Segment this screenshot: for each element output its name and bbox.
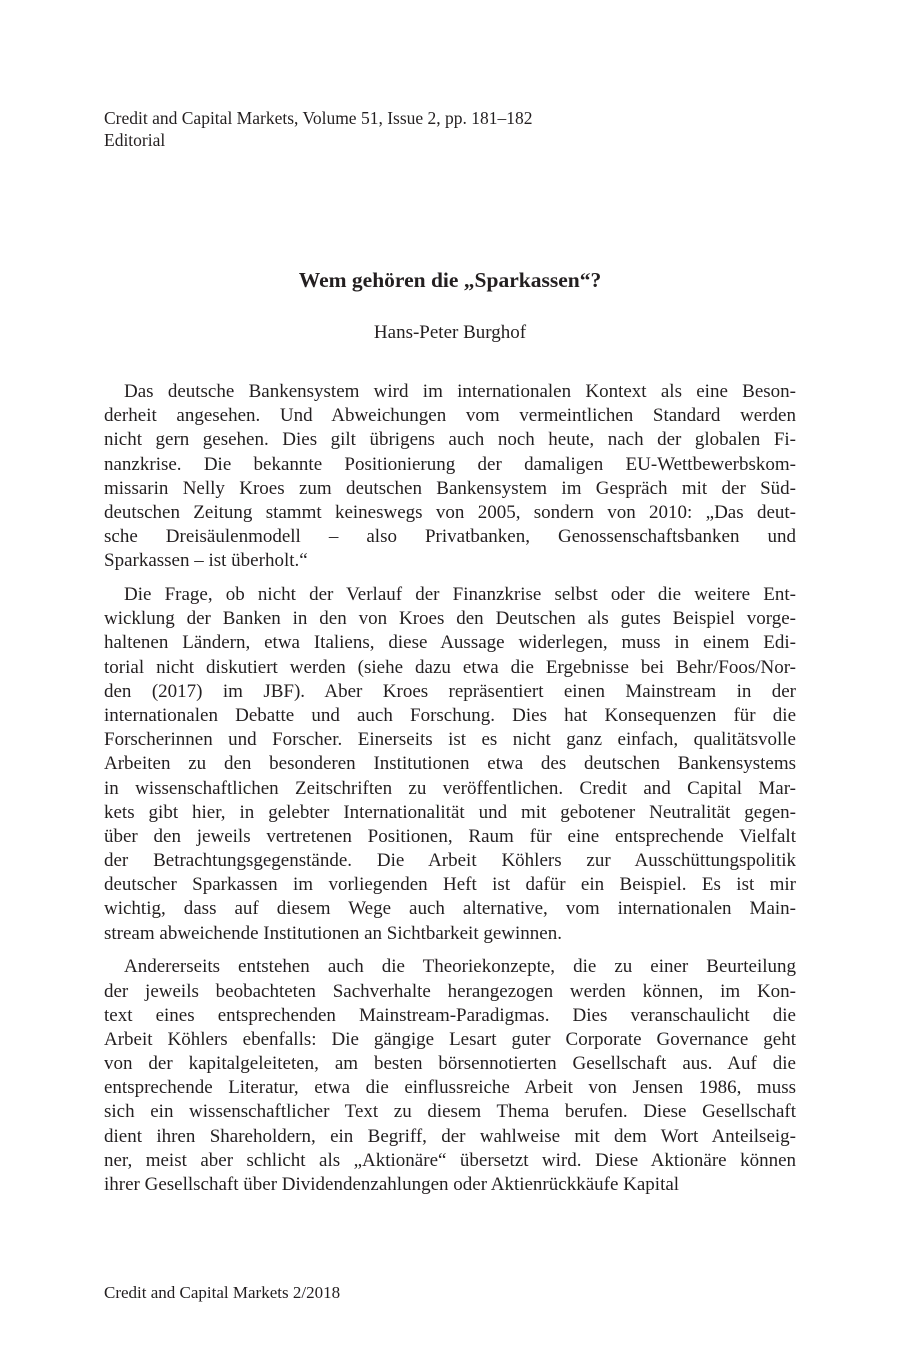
text-line: der jeweils beobachteten Sachverhalte herangezogen werden können, im Kon- (104, 980, 796, 1002)
text-line: deutschen Zeitung stammt keineswegs von 2005, sondern von 2010: „Das deut- (104, 501, 796, 523)
text-line: torial nicht diskutiert werden (siehe dazu etwa die Ergebnisse bei Behr/Foos/Nor- (104, 656, 796, 678)
text-line: Arbeiten zu den besonderen Institutionen etwa des deutschen Bankensystems (104, 753, 796, 775)
text-line: den (2017) im JBF). Aber Kroes repräsentiert einen Mainstream in der (104, 680, 796, 702)
text-line: in wissenschaftlichen Zeitschriften zu veröffentlichen. Credit and Capital Mar- (104, 777, 796, 799)
text-line: ihrer Gesellschaft über Dividendenzahlungen oder Aktienrückkäufe Kapital (104, 1174, 680, 1195)
text-line: haltenen Ländern, etwa Italiens, diese Aussage widerlegen, muss in einem Edi- (104, 632, 796, 654)
text-line: nanzkrise. Die bekannte Positionierung der damaligen EU-Wettbewerbskom- (104, 453, 796, 475)
text-line: deutscher Sparkassen im vorliegenden Heft ist dafür ein Beispiel. Es ist mir (104, 874, 796, 896)
page-footer: Credit and Capital Markets 2/2018 (104, 1283, 341, 1302)
text-line: entsprechende Literatur, etwa die einflussreiche Arbeit von Jensen 1986, muss (104, 1077, 796, 1099)
text-line: sche Dreisäulenmodell – also Privatbanken, Genossenschaftsbanken und (104, 526, 796, 548)
text-line: über den jeweils vertretenen Positionen, Raum für eine entsprechende Vielfalt (104, 825, 796, 847)
text-line: nicht gern gesehen. Dies gilt übrigens auch noch heute, nach der globalen Fi- (104, 429, 796, 451)
text-line: kets gibt hier, in gelebter Internationalität und mit gebotener Neutralität gegen- (104, 801, 796, 823)
text-line: von der kapitalgeleiteten, am besten börsennotierten Gesellschaft aus. Auf die (104, 1053, 796, 1075)
text-line: wichtig, dass auf diesem Wege auch alternative, vom internationalen Main- (104, 898, 796, 920)
text-line: Andererseits entstehen auch die Theoriekonzepte, die zu einer Beurteilung (124, 956, 796, 978)
text-line: ner, meist aber schlicht als „Aktionäre“ übersetzt wird. Diese Aktionäre können (104, 1149, 796, 1171)
running-header (104, 107, 533, 151)
text-line: Forscherinnen und Forscher. Einerseits ist es nicht ganz einfach, qualitätsvolle (104, 729, 796, 751)
text-line: Die Frage, ob nicht der Verlauf der Finanzkrise selbst oder die weitere Ent- (124, 584, 796, 605)
text-line: derheit angesehen. Und Abweichungen vom vermeintlichen Standard werden (104, 405, 796, 427)
text-line: text eines entsprechenden Mainstream-Paradigmas. Dies veranschaulicht die (104, 1004, 796, 1026)
text-line: missarin Nelly Kroes zum deutschen Bankensystem im Gespräch mit der Süd- (104, 477, 796, 499)
article-author: Hans-Peter Burghof (373, 322, 527, 343)
text-line: der Betrachtungsgegenstände. Die Arbeit Köhlers zur Ausschüttungspolitik (104, 850, 796, 872)
journal-citation: Credit and Capital Markets, Volume 51, Issue 2, pp. 181–182 (104, 108, 533, 128)
text-line: wicklung der Banken in den von Kroes den Deutschen als gutes Beispiel vorge- (104, 608, 796, 630)
text-line: sich ein wissenschaftlicher Text zu diesem Thema berufen. Diese Gesellschaft (104, 1101, 796, 1123)
section-label: Editorial (104, 130, 166, 150)
article-body (104, 380, 796, 1207)
text-line: internationalen Debatte und auch Forschung. Dies hat Konsequenzen für die (104, 704, 796, 726)
text-line: Das deutsche Bankensystem wird im internationalen Kontext als eine Beson- (124, 381, 796, 402)
paragraph (104, 583, 796, 946)
text-line: Arbeit Köhlers ebenfalls: Die gängige Lesart guter Corporate Governance geht (104, 1028, 796, 1050)
paragraph (104, 380, 796, 574)
text-line: stream abweichende Institutionen an Sichtbarkeit gewinnen. (104, 922, 562, 944)
article-title: Wem gehören die „Sparkassen“? (298, 268, 602, 292)
text-line: Sparkassen – ist überholt.“ (104, 550, 308, 572)
paragraph (104, 955, 796, 1197)
text-line: dient ihren Shareholdern, ein Begriff, der wahlweise mit dem Wort Anteilseig- (104, 1125, 796, 1147)
